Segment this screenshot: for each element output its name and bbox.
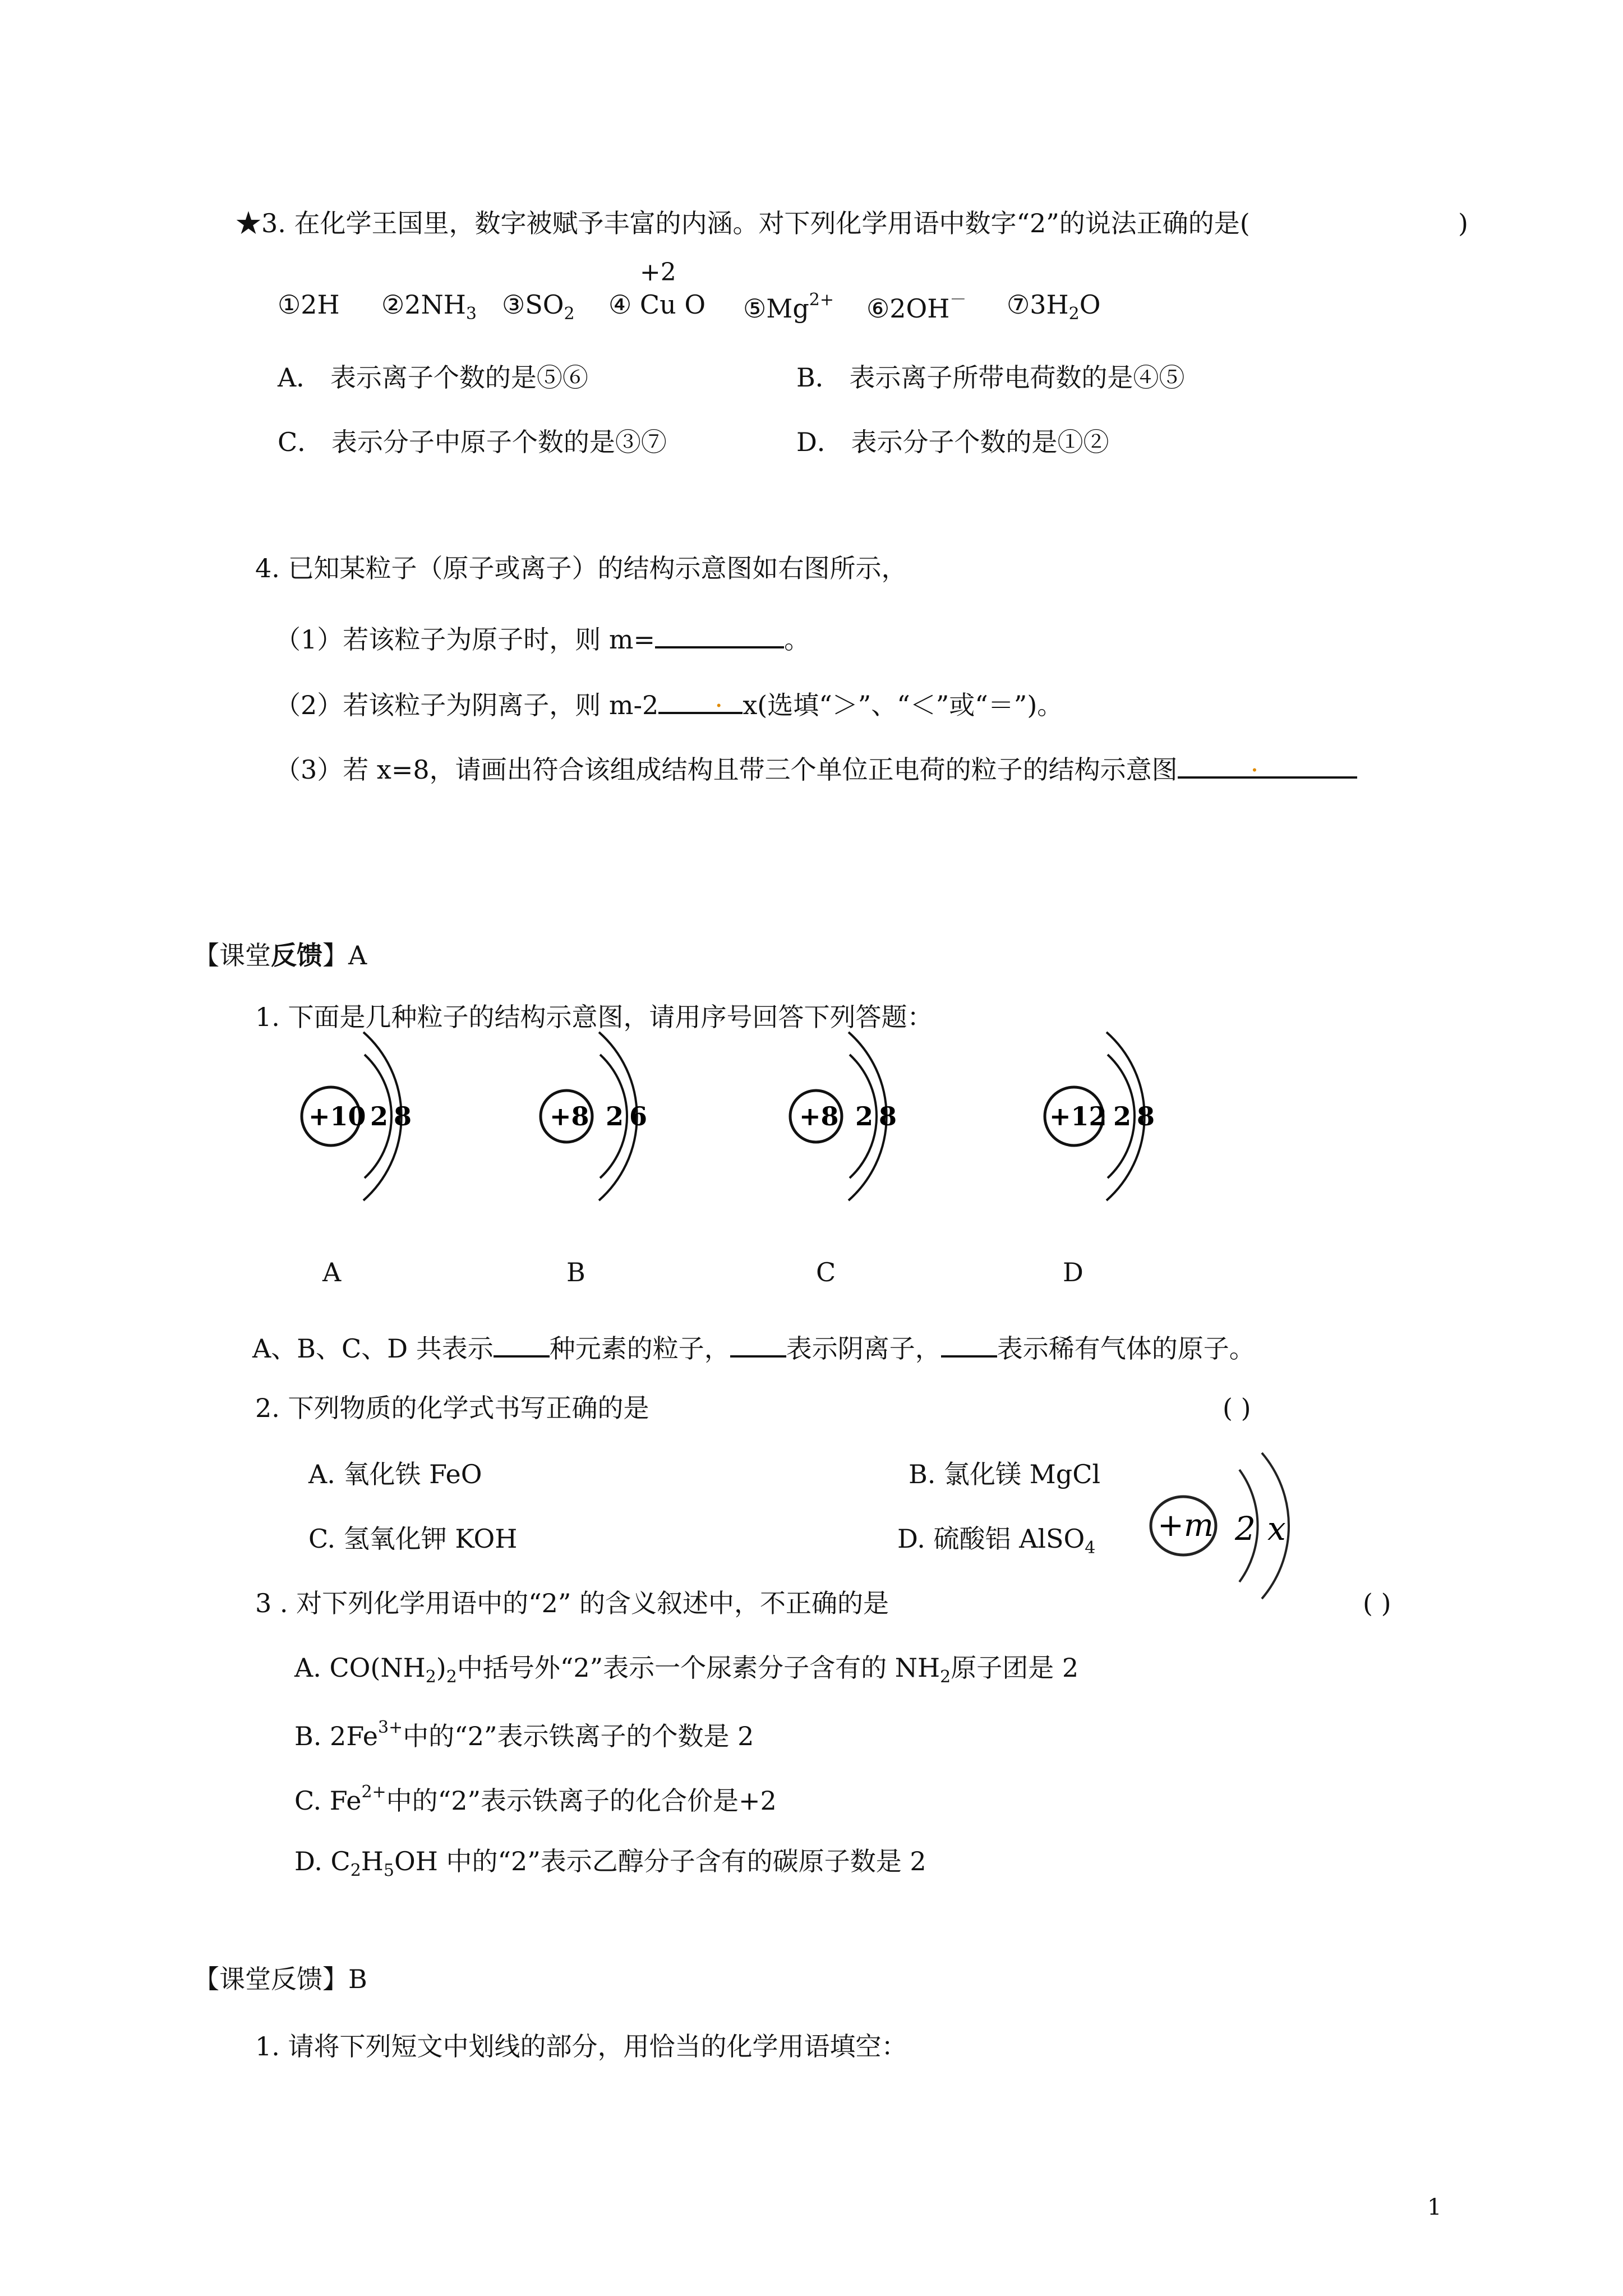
q3-item-2-text: ②2NH xyxy=(381,289,466,320)
side-diagram-nucleus: +m xyxy=(1158,1507,1214,1544)
q3-option-b-text: B． 表示离子所带电荷数的是④⑤ xyxy=(796,362,1185,393)
q3c-post: 中的“2”表示铁离子的化合价是+2 xyxy=(386,1786,777,1816)
q3-item-4-text: ④ xyxy=(608,289,632,320)
feedback-b-header xyxy=(193,1966,367,1992)
q3-item-7 xyxy=(1007,289,1101,324)
q2-option-b-text: B. 氯化镁 MgCl xyxy=(909,1459,1101,1489)
q4-part-2-end: x(选填“＞”、“＜”或“＝”)。 xyxy=(743,690,1063,720)
q3-item-7-text: ⑦3H xyxy=(1007,289,1069,320)
feedback-a-q3-paren-text: ( ) xyxy=(1363,1588,1391,1618)
q3-item-4-valence: +2 xyxy=(639,258,676,287)
diagram-label-b-text: B xyxy=(566,1257,585,1287)
q3a-post: 原子团是 2 xyxy=(951,1653,1079,1683)
q3-stem xyxy=(236,210,1250,236)
feedback-a-q3-option-a xyxy=(294,1655,1078,1686)
atom-b-shell-1: 2 xyxy=(606,1101,624,1131)
atom-d-nucleus: +12 xyxy=(1049,1101,1107,1131)
q4-part-1 xyxy=(275,622,810,655)
atom-a-nucleus: +10 xyxy=(308,1101,366,1131)
feedback-a-q2-stem-text: 2. 下列物质的化学式书写正确的是 xyxy=(255,1393,649,1423)
q4-part-3-text: （3）若 x=8，请画出符合该组成结构且带三个单位正电荷的粒子的结构示意图 xyxy=(275,754,1178,785)
q4-stem-text: 4. 已知某粒子（原子或离子）的结构示意图如右图所示， xyxy=(255,553,907,583)
q3-item-6-text: ⑥2OH xyxy=(866,293,950,324)
q2-option-d-text: D. 硫酸铝 AlSO xyxy=(897,1524,1085,1554)
feedback-a-q3-paren xyxy=(1363,1590,1391,1616)
q4-part-1-end: 。 xyxy=(784,624,810,655)
feedback-a-q1-stem-text: 1. 下面是几种粒子的结构示意图，请用序号回答下列答题： xyxy=(255,1002,933,1032)
atom-d-shell-2: 8 xyxy=(1137,1101,1155,1131)
feedback-a-q3-option-d xyxy=(294,1848,926,1879)
feedback-b-q1-stem-text: 1. 请将下列短文中划线的部分，用恰当的化学用语填空： xyxy=(255,2031,907,2062)
q3-option-b xyxy=(796,362,1185,393)
q3-item-7-sub: 2 xyxy=(1068,304,1080,324)
q3-stem-text: ★3. 在化学王国里，数字被赋予丰富的内涵。对下列化学用语中数字“2”的说法正确的是( xyxy=(236,208,1250,238)
q3b-post: 中的“2”表示铁离子的个数是 2 xyxy=(403,1721,754,1751)
q1-blank-anion[interactable] xyxy=(730,1331,786,1358)
q1-answer-part-d: 表示稀有气体的原子。 xyxy=(997,1333,1255,1364)
feedback-a-header-post: 】A xyxy=(322,940,367,970)
page-number-text: 1 xyxy=(1427,2194,1442,2220)
q3d-sub1: 2 xyxy=(350,1861,361,1880)
q4-part-2-dot: . xyxy=(714,683,723,713)
q3-option-d-text: D． 表示分子个数的是①② xyxy=(796,427,1109,457)
feedback-b-q1-stem xyxy=(255,2031,907,2062)
q3-option-a-text: A． 表示离子个数的是⑤⑥ xyxy=(278,362,588,393)
diagram-label-d-text: D xyxy=(1063,1257,1083,1287)
feedback-a-q2-option-d xyxy=(897,1526,1095,1557)
q3-option-c-text: C． 表示分子中原子个数的是③⑦ xyxy=(278,427,667,457)
q3a-mid2: 中括号外“2”表示一个尿素分子含有的 NH xyxy=(457,1653,940,1683)
feedback-a-q2-paren xyxy=(1223,1395,1251,1421)
q3b-sup: 3+ xyxy=(377,1718,403,1737)
atom-a-shell-2: 8 xyxy=(394,1101,412,1131)
diagram-label-c xyxy=(816,1259,836,1285)
feedback-a-q3-option-b xyxy=(294,1719,754,1749)
q3-item-5 xyxy=(743,290,834,324)
diagram-label-c-text: C xyxy=(816,1257,836,1287)
q3b-pre: B. 2Fe xyxy=(294,1721,378,1751)
q3d-pre: D. C xyxy=(294,1846,351,1876)
feedback-a-header-bold: 反馈 xyxy=(271,940,322,970)
q3-item-2 xyxy=(381,289,477,324)
q3-item-6-sup: － xyxy=(949,290,967,310)
q3a-sub2: 2 xyxy=(446,1667,457,1687)
feedback-a-q1-answer xyxy=(252,1331,1255,1364)
q4-part-2-text: （2）若该粒子为阴离子，则 m-2 xyxy=(275,690,659,720)
atom-c-nucleus: +8 xyxy=(799,1101,839,1131)
atom-diagram-b xyxy=(541,1032,647,1200)
feedback-a-q2-stem xyxy=(255,1395,649,1421)
particle-structure-diagram xyxy=(1127,1447,1318,1616)
q3-item-1-text: ①2H xyxy=(278,289,340,320)
feedback-a-q3-option-c xyxy=(294,1784,777,1814)
q3-item-1 xyxy=(278,289,340,320)
q3d-mid: H xyxy=(361,1846,384,1876)
q1-answer-part-a: A、B、C、D 共表示 xyxy=(252,1333,494,1364)
diagram-label-b xyxy=(566,1259,585,1285)
q3-item-4-formula: Cu O xyxy=(639,289,706,320)
feedback-a-q2-option-b xyxy=(909,1461,1100,1487)
diagram-label-a-text: A xyxy=(322,1257,342,1287)
feedback-a-q2-paren-text: ( ) xyxy=(1223,1393,1251,1423)
q3-item-6 xyxy=(866,290,967,324)
q3a-sub1: 2 xyxy=(425,1667,436,1687)
q4-part-3 xyxy=(275,747,1357,785)
q3-paren-text: ) xyxy=(1458,208,1468,238)
q3-item-3-sub: 2 xyxy=(564,304,575,324)
feedback-a-q2-option-c xyxy=(308,1526,517,1552)
atom-c-shell-2: 8 xyxy=(879,1101,897,1131)
feedback-a-header xyxy=(193,942,367,968)
q3-item-7-post: O xyxy=(1079,289,1101,320)
q3c-sup: 2+ xyxy=(361,1782,386,1802)
q3-item-5-sup: 2+ xyxy=(809,290,834,310)
atom-diagram-d xyxy=(1045,1032,1155,1200)
feedback-b-header-text: 【课堂反馈】B xyxy=(193,1964,367,1994)
q3d-post: OH 中的“2”表示乙醇分子含有的碳原子数是 2 xyxy=(394,1846,926,1876)
atom-b-shell-2: 6 xyxy=(629,1101,648,1131)
q4-part-2 xyxy=(275,683,1063,720)
atom-c-shell-1: 2 xyxy=(855,1101,874,1131)
page-number xyxy=(1427,2196,1441,2219)
atom-a-shell-1: 2 xyxy=(370,1101,389,1131)
q3-option-c xyxy=(278,429,667,455)
feedback-a-q2-option-a xyxy=(308,1461,482,1487)
q2-option-d-sub: 4 xyxy=(1085,1538,1096,1558)
atom-diagram-c xyxy=(790,1032,897,1200)
side-diagram-shell-2: x xyxy=(1267,1510,1286,1548)
q1-blank-element-count[interactable] xyxy=(494,1331,550,1358)
q3-item-2-sub: 3 xyxy=(465,304,477,324)
q4-part-3-dot: . xyxy=(1250,747,1259,777)
q3c-pre: C. Fe xyxy=(294,1786,362,1816)
diagram-label-d xyxy=(1063,1259,1083,1285)
q3-stem-close-paren xyxy=(1458,210,1468,236)
q3a-mid: ) xyxy=(436,1653,446,1683)
q3a-sub3: 2 xyxy=(940,1667,951,1687)
q2-option-c-text: C. 氢氧化钾 KOH xyxy=(308,1524,518,1554)
q4-part-2-blank[interactable] xyxy=(658,683,743,714)
q4-part-3-blank[interactable] xyxy=(1178,747,1357,779)
q3-option-a xyxy=(278,362,588,393)
atom-d-shell-1: 2 xyxy=(1113,1101,1132,1131)
feedback-a-q3-stem xyxy=(255,1590,889,1616)
q3d-sub2: 5 xyxy=(383,1861,394,1880)
q1-blank-noble-gas[interactable] xyxy=(941,1331,997,1358)
feedback-a-q3-stem-text: 3 . 对下列化学用语中的“2” 的含义叙述中，不正确的是 xyxy=(255,1588,889,1618)
atom-b-nucleus: +8 xyxy=(550,1101,589,1131)
q3-item-5-text: ⑤Mg xyxy=(743,293,809,324)
q3-option-d xyxy=(796,429,1109,455)
q3-item-3 xyxy=(502,289,575,324)
side-diagram-shell-1: 2 xyxy=(1235,1510,1256,1548)
q2-option-a-text: A. 氧化铁 FeO xyxy=(308,1459,482,1489)
feedback-a-header-pre: 【课堂 xyxy=(193,940,271,970)
q3-item-4 xyxy=(608,258,706,320)
q3a-pre: A. CO(NH xyxy=(294,1653,426,1683)
q3-item-3-text: ③SO xyxy=(502,289,564,320)
q4-stem xyxy=(255,555,907,581)
q1-answer-part-b: 种元素的粒子， xyxy=(549,1333,730,1364)
diagram-label-a xyxy=(322,1259,341,1285)
q1-answer-part-c: 表示阴离子， xyxy=(786,1333,941,1364)
atom-diagrams xyxy=(0,1010,1623,1290)
q4-part-1-blank[interactable] xyxy=(655,622,784,648)
atom-diagram-a xyxy=(302,1032,412,1200)
q4-part-1-text: （1）若该粒子为原子时，则 m= xyxy=(275,624,656,655)
